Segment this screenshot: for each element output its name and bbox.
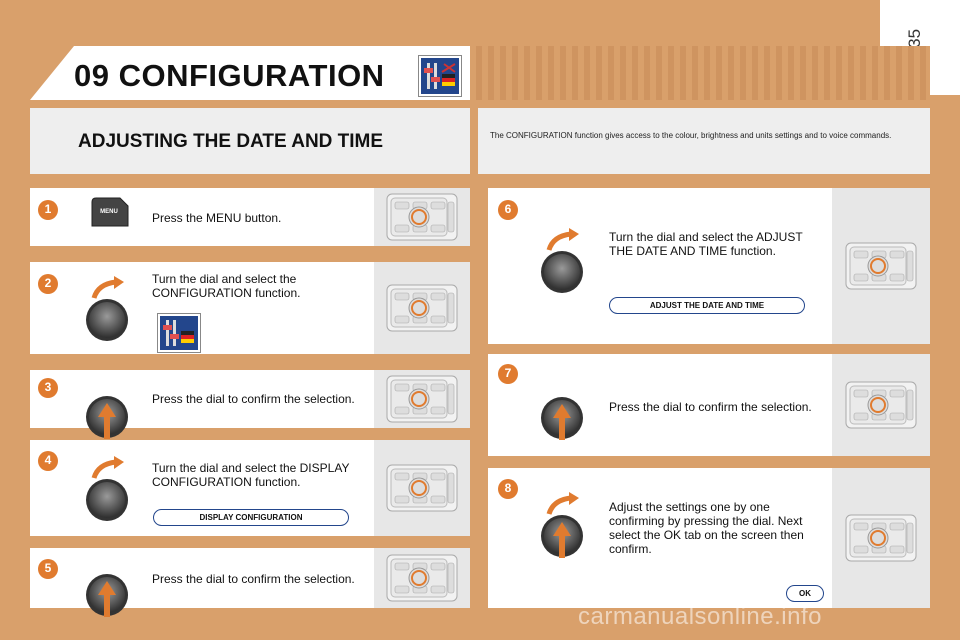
control-panel-image: [374, 262, 470, 354]
step-3-text: Press the dial to confirm the selection.: [152, 392, 355, 406]
dial-icon: [80, 456, 136, 531]
step-5-text: Press the dial to confirm the selection.: [152, 572, 355, 586]
section-subtitle: ADJUSTING THE DATE AND TIME: [78, 131, 384, 152]
dial-icon: [80, 373, 136, 448]
dial-icon: [80, 276, 136, 351]
watermark: carmanualsonline.info: [578, 603, 822, 630]
title-stripe: [470, 46, 930, 100]
step-badge: 5: [37, 558, 59, 580]
turn-arrow-icon: [94, 462, 116, 478]
dial-icon: [535, 492, 591, 567]
step-8-text: Adjust the settings one by one confirming by pressing the dial. Next select the OK tab on the screen then confirm.: [609, 500, 804, 556]
turn-arrow-icon: [549, 234, 571, 250]
step-6-text: Turn the dial and select the ADJUST THE DATE AND TIME function.: [609, 230, 803, 258]
page-title: 09 CONFIGURATION: [74, 58, 385, 93]
step-7-text: Press the dial to confirm the selection.: [609, 400, 812, 414]
svg-text:MENU: MENU: [100, 209, 118, 215]
control-panel-image: [832, 354, 930, 456]
step-badge: 8: [497, 478, 519, 500]
step-badge: 3: [37, 377, 59, 399]
control-panel-image: [374, 548, 470, 608]
configuration-icon: [419, 56, 461, 96]
control-panel-image: [832, 468, 930, 608]
control-panel-image: [374, 188, 470, 246]
screen-label-adjust-date-time: ADJUST THE DATE AND TIME: [609, 297, 805, 314]
step-badge: 6: [497, 199, 519, 221]
dial-icon: [535, 374, 591, 449]
dial-icon: [80, 551, 136, 626]
step-1-text: Press the MENU button.: [152, 211, 282, 225]
control-panel-image: [374, 370, 470, 428]
screen-label-ok: OK: [786, 585, 824, 602]
control-panel-image: [832, 188, 930, 344]
step-badge: 7: [497, 363, 519, 385]
step-4-text: Turn the dial and select the DISPLAY CONFIGURATION function.: [152, 461, 350, 489]
menu-button-icon: [90, 196, 130, 228]
screen-label-display-configuration: DISPLAY CONFIGURATION: [153, 509, 349, 526]
step-badge: 2: [37, 273, 59, 295]
turn-arrow-icon: [94, 282, 116, 298]
step-2-text: Turn the dial and select the CONFIGURATION function.: [152, 272, 301, 300]
step-badge: 4: [37, 450, 59, 472]
dial-icon: [535, 228, 591, 303]
step-badge: 1: [37, 199, 59, 221]
control-panel-image: [374, 440, 470, 536]
turn-arrow-icon: [549, 498, 571, 514]
configuration-icon: [158, 314, 200, 352]
intro-text: The CONFIGURATION function gives access to the colour, brightness and units settings and to voice commands.: [490, 131, 892, 140]
